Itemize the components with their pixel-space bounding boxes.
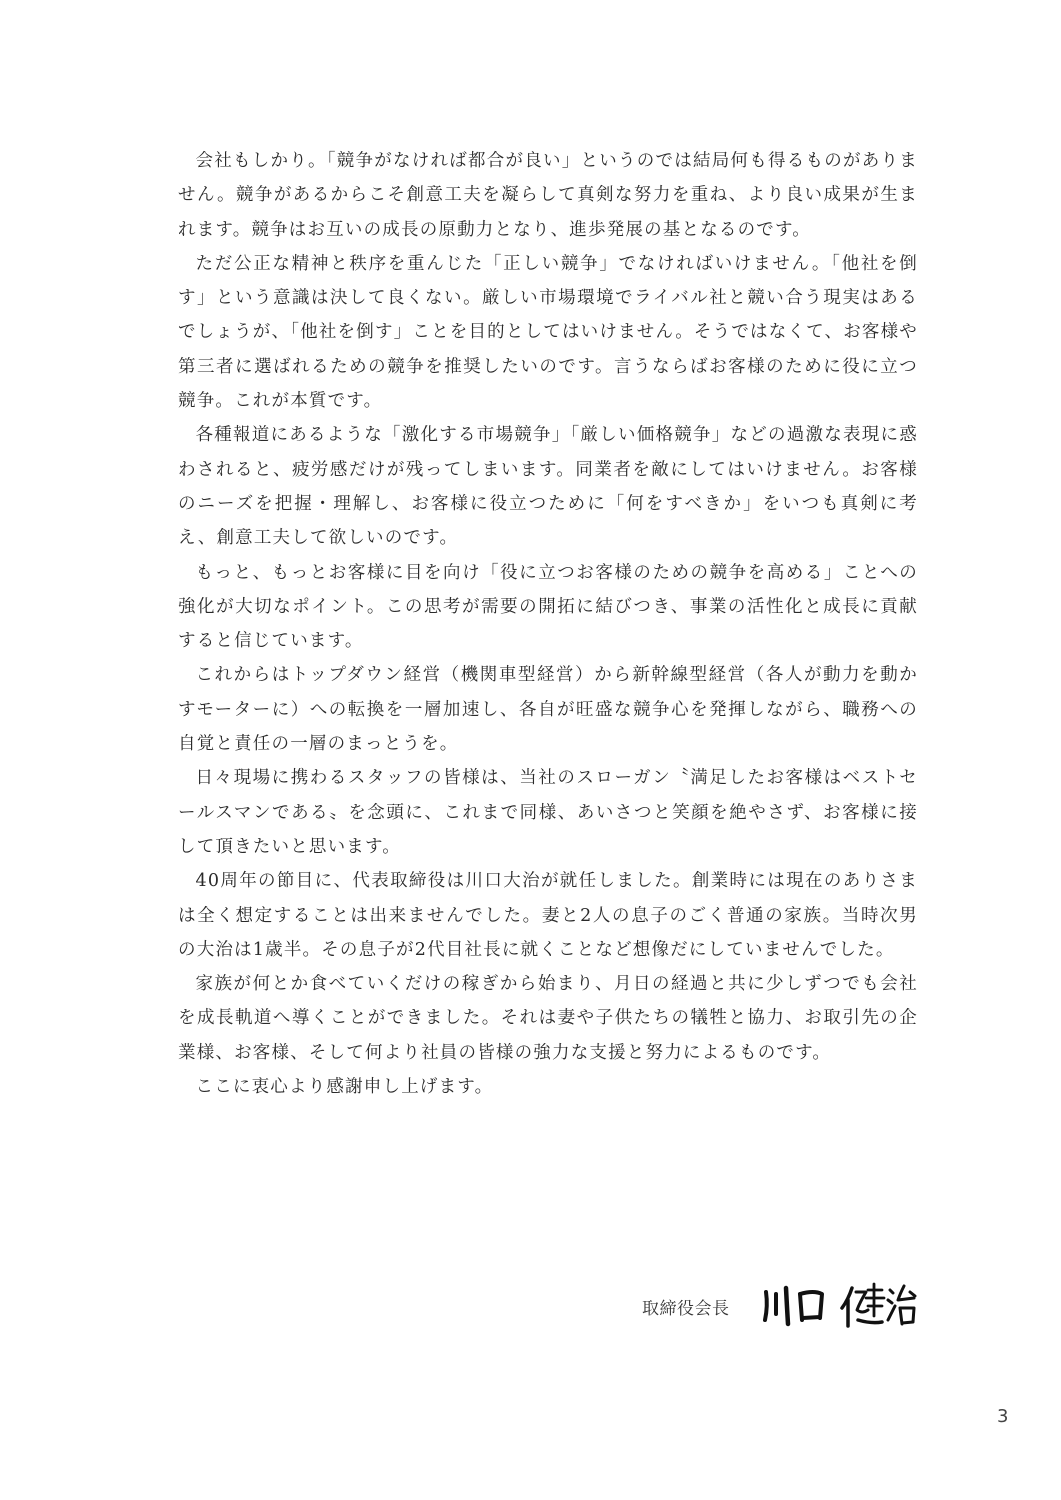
paragraph-8: 家族が何とか食べていくだけの稼ぎから始まり、月日の経過と共に少しずつでも会社を成長軌道へ導くことができました。それは妻や子供たちの犠牲と協力、お取引先の企業様、お客様、そして何より社員の皆様の強力な支援と努力によるものです。	[178, 974, 918, 1063]
paragraph-6: 日々現場に携わるスタッフの皆様は、当社のスローガン〝満足したお客様はベストセールスマンである〟を念頭に、これまで同様、あいさつと笑顔を絶やさず、お客様に接して頂きたいと思います。	[178, 768, 918, 857]
paragraph-2: ただ公正な精神と秩序を重んじた「正しい競争」でなければいけません。「他社を倒す」という意識は決して良くない。厳しい市場環境でライバル社と競い合う現実はあるでしょうが、「他社を倒す」ことを目的としてはいけません。そうではなくて、お客様や第三者に選ばれるための競争を推奨したいのです。言うならばお客様のために役に立つ競争。これが本質です。	[178, 253, 918, 412]
handwritten-signature	[762, 1280, 918, 1332]
letter-body	[178, 144, 918, 1104]
paragraph-1: 会社もしかり。「競争がなければ都合が良い」というのでは結局何も得るものがありません。競争があるからこそ創意工夫を凝らして真剣な努力を重ね、より良い成果が生まれます。競争はお互いの成長の原動力となり、進歩発展の基となるのです。	[178, 151, 918, 240]
paragraph-9: ここに衷心より感謝申し上げます。	[195, 1077, 494, 1098]
page-number: 3	[997, 1406, 1009, 1427]
paragraph-7: 40周年の節目に、代表取締役は川口大治が就任しました。創業時には現在のありさまは全く想定することは出来ませんでした。妻と2人の息子のごく普通の家族。当時次男の大治は1歳半。その息子が2代目社長に就くことなど想像だにしていませんでした。	[178, 871, 918, 960]
paragraph-4: もっと、もっとお客様に目を向け「役に立つお客様のための競争を高める」ことへの強化が大切なポイント。この思考が需要の開拓に結びつき、事業の活性化と成長に貢献すると信じています。	[178, 562, 918, 652]
paragraph-3: 各種報道にあるような「激化する市場競争」「厳しい価格競争」などの過激な表現に惑わされると、疲労感だけが残ってしまいます。同業者を敵にしてはいけません。お客様のニーズを把握・理解し、お客様に役立つために「何をすべきか」をいつも真剣に考え、創意工夫して欲しいのです。	[178, 425, 918, 549]
signatory-title: 取締役会長	[642, 1299, 730, 1319]
paragraph-5: これからはトップダウン経営（機関車型経営）から新幹線型経営（各人が動力を動かすモーターに）への転換を一層加速し、各自が旺盛な競争心を発揮しながら、職務への自覚と責任の一層のまっとうを。	[178, 665, 918, 755]
signature-block	[600, 1280, 920, 1340]
